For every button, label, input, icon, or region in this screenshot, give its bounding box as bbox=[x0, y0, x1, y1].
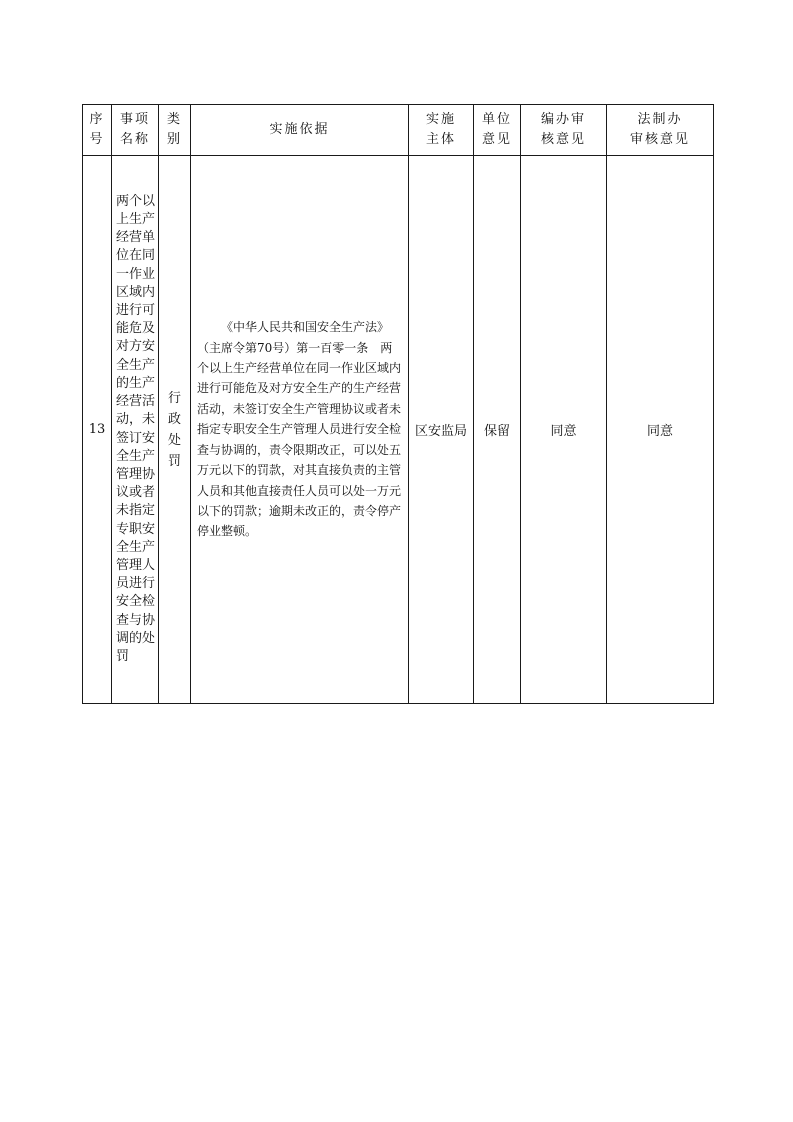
row-category bbox=[159, 156, 191, 704]
header-seq-line-2: 号 bbox=[89, 132, 105, 147]
table-header-row bbox=[83, 105, 714, 156]
header-staffing-opinion-line-1: 编办审 bbox=[540, 112, 586, 127]
header-unit-opinion-line-1: 单位 bbox=[481, 112, 512, 127]
header-staffing-opinion-line-2: 核意见 bbox=[540, 132, 586, 147]
row-legal-opinion: 同意 bbox=[607, 156, 714, 704]
approval-table bbox=[82, 104, 714, 704]
header-item-name-line-2: 名称 bbox=[119, 132, 150, 147]
row-category-char-1: 行 bbox=[167, 390, 181, 406]
header-staffing-opinion bbox=[521, 105, 607, 156]
row-subject: 区安监局 bbox=[409, 156, 474, 704]
header-category-line-1: 类 bbox=[166, 112, 182, 127]
header-seq-line-1: 序 bbox=[89, 112, 105, 127]
row-unit-opinion: 保留 bbox=[474, 156, 521, 704]
row-basis-law-citation: 《中华人民共和国安全生产法》（主席令第70号）第一百零一条 bbox=[197, 320, 390, 355]
header-legal-opinion-line-1: 法制办 bbox=[637, 112, 683, 127]
row-basis-paragraph bbox=[197, 317, 402, 541]
row-basis-provision-text: 两个以上生产经营单位在同一作业区域内进行可能危及对方安全生产的生产经营活动，未签订安全生产管理协议或者未指定专职安全生产管理人员进行安全检查与协调的，责令限期改正，可以处五万元以下的罚款，对其直接负责的主管人员和其他直接责任人员可以处一万元以下的罚款；逾期未改正的，责令停产停业整顿。 bbox=[197, 340, 402, 539]
row-basis bbox=[191, 156, 409, 704]
header-category bbox=[159, 105, 191, 156]
header-legal-opinion bbox=[607, 105, 714, 156]
header-item-name bbox=[112, 105, 159, 156]
row-category-char-4: 罚 bbox=[167, 453, 181, 469]
header-unit-opinion bbox=[474, 105, 521, 156]
header-subject-line-2: 主体 bbox=[425, 132, 456, 147]
header-seq bbox=[83, 105, 112, 156]
header-subject bbox=[409, 105, 474, 156]
header-legal-opinion-line-2: 审核意见 bbox=[629, 132, 690, 147]
row-staffing-opinion: 同意 bbox=[521, 156, 607, 704]
header-item-name-line-1: 事项 bbox=[119, 112, 150, 127]
header-basis: 实施依据 bbox=[191, 105, 409, 156]
header-unit-opinion-line-2: 意见 bbox=[481, 132, 512, 147]
row-category-char-2: 政 bbox=[167, 411, 181, 427]
row-seq: 13 bbox=[83, 156, 112, 704]
header-subject-line-1: 实施 bbox=[425, 112, 456, 127]
row-category-char-3: 处 bbox=[167, 432, 181, 448]
header-category-line-2: 别 bbox=[166, 132, 182, 147]
table-row bbox=[83, 156, 714, 704]
row-item-name: 两个以上生产经营单位在同一作业区域内进行可能危及对方安全生产的生产经营活动，未签订安全生产管理协议或者未指定专职安全生产管理人员进行安全检查与协调的处罚 bbox=[112, 156, 159, 704]
